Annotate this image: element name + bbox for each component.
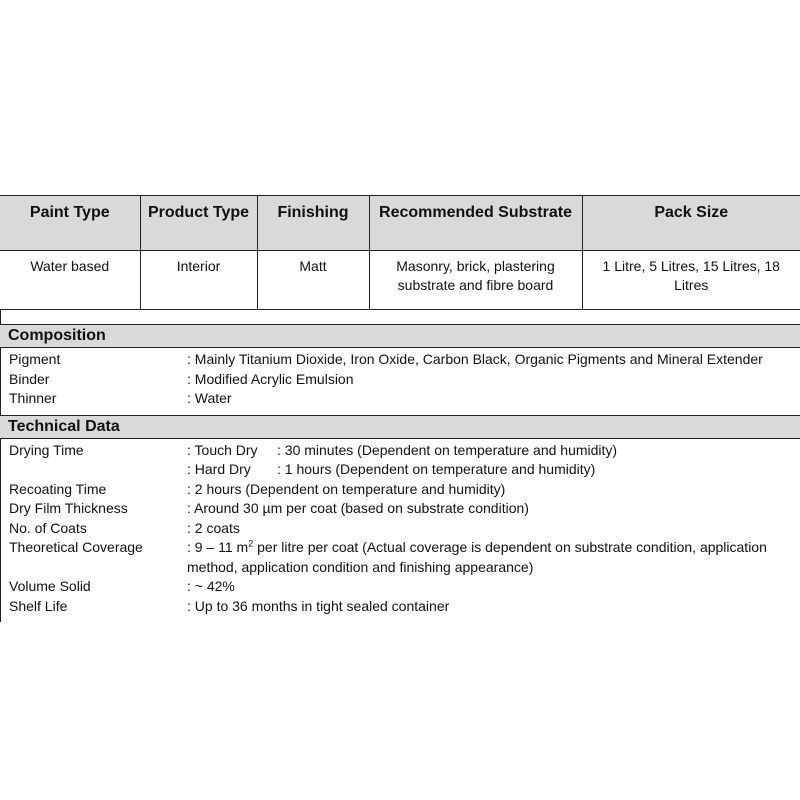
cell-recommended-substrate: Masonry, brick, plastering substrate and fibre board — [369, 251, 582, 310]
volume-solid-label: Volume Solid — [9, 578, 91, 594]
volume-solid-value: : ~ 42% — [187, 578, 235, 594]
header-product-type: Product Type — [140, 196, 257, 251]
coats-value: : 2 coats — [187, 519, 240, 536]
cell-pack-size: 1 Litre, 5 Litres, 15 Litres, 18 Litres — [582, 251, 800, 310]
dry-film-thickness-label: Dry Film Thickness — [9, 500, 128, 516]
thinner-value: : Water — [187, 390, 232, 406]
coverage-superscript: 2 — [248, 538, 254, 549]
header-finishing: Finishing — [257, 196, 369, 251]
coats-row — [1, 519, 800, 539]
dry-film-thickness-row — [1, 499, 800, 519]
coverage-value — [179, 538, 800, 558]
pigment-value: : Mainly Titanium Dioxide, Iron Oxide, Carbon Black, Organic Pigments and Mineral Extender — [187, 351, 763, 367]
coverage-value-part-b: per litre per coat (Actual coverage is dependent on substrate condition, application — [253, 539, 767, 555]
binder-value: : Modified Acrylic Emulsion — [187, 370, 354, 387]
technical-data-heading: Technical Data — [0, 415, 800, 439]
hard-dry-label: : Hard Dry — [187, 461, 251, 477]
technical-data-body — [0, 439, 800, 623]
hard-dry-value: : 1 hours (Dependent on temperature and humidity) — [277, 461, 596, 477]
drying-time-row — [1, 441, 800, 461]
shelf-life-label: Shelf Life — [9, 597, 68, 614]
hard-dry-row — [1, 460, 800, 480]
touch-dry-value: : 30 minutes (Dependent on temperature and humidity) — [277, 441, 618, 458]
cell-product-type: Interior — [140, 251, 257, 310]
touch-dry-label: : Touch Dry — [187, 441, 258, 458]
coverage-value-part-a: : 9 – 11 m — [187, 539, 249, 555]
product-table-header — [0, 196, 800, 251]
shelf-life-value: : Up to 36 months in tight sealed container — [187, 597, 450, 614]
coverage-row-continued — [1, 558, 800, 578]
coverage-row — [1, 538, 800, 558]
thinner-label: Thinner — [9, 390, 57, 406]
composition-heading: Composition — [0, 324, 800, 348]
product-table — [0, 195, 800, 310]
binder-label: Binder — [9, 370, 50, 387]
recoating-row — [1, 480, 800, 500]
binder-row — [1, 370, 800, 390]
datasheet — [0, 195, 800, 622]
cell-paint-type: Water based — [0, 251, 140, 310]
dry-film-thickness-value: : Around 30 µm per coat (based on substrate condition) — [187, 500, 529, 516]
pigment-label: Pigment — [9, 351, 61, 367]
coats-label: No. of Coats — [9, 519, 87, 536]
header-paint-type: Paint Type — [0, 196, 140, 251]
drying-time-label: Drying Time — [9, 441, 84, 458]
recoating-label: Recoating Time — [9, 480, 107, 497]
pigment-row — [1, 350, 800, 370]
product-table-row — [0, 251, 800, 310]
composition-body — [0, 348, 800, 415]
volume-solid-row — [1, 577, 800, 597]
coverage-label: Theoretical Coverage — [9, 539, 143, 555]
thinner-row — [1, 389, 800, 409]
spacer — [0, 310, 800, 324]
shelf-life-row — [1, 597, 800, 617]
header-pack-size: Pack Size — [582, 196, 800, 251]
coverage-value-part-c: method, application condition and finishing appearance) — [187, 558, 534, 575]
cell-finishing: Matt — [257, 251, 369, 310]
header-recommended-substrate: Recommended Substrate — [369, 196, 582, 251]
recoating-value: : 2 hours (Dependent on temperature and humidity) — [187, 480, 506, 497]
